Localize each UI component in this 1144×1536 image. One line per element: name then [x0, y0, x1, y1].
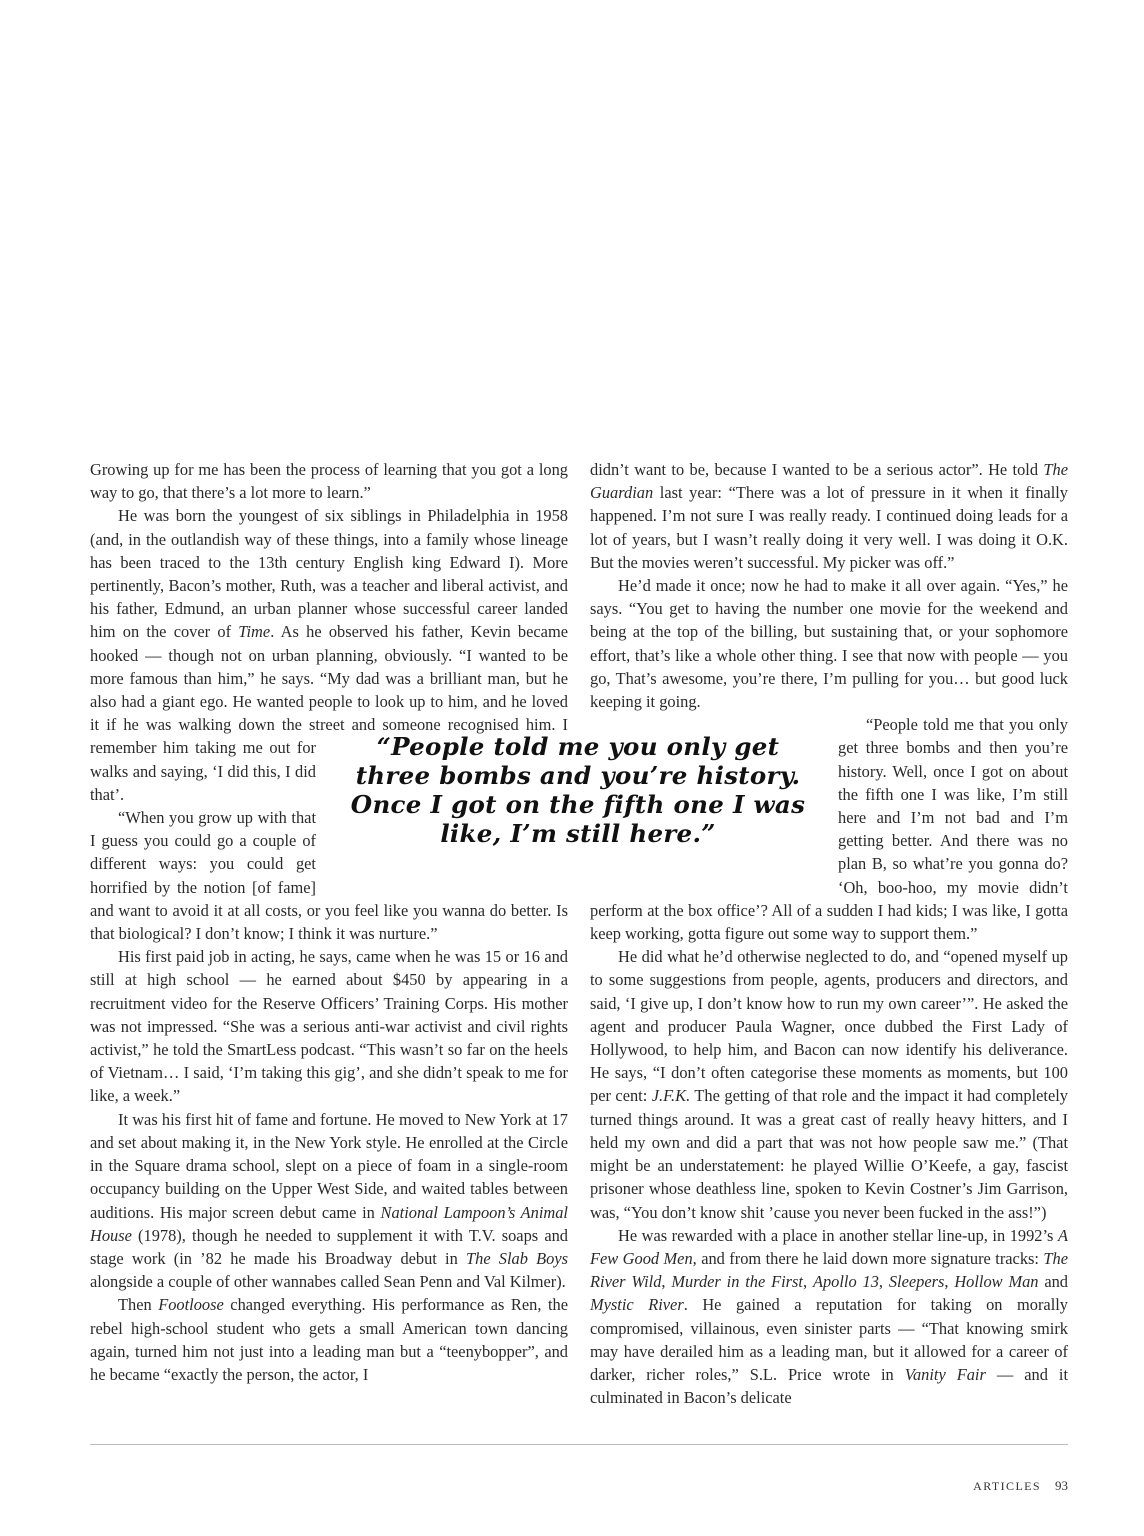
- paragraph: “When you grow up with that I guess you could go a couple of different ways: you could get horrified by the notion [of fame] and want to avoid it at all costs, or you feel like you wanna do better. Is that biological? I don’t know; I think it was nurture.”: [90, 808, 568, 944]
- paragraph: He’d made it once; now he had to make it all over again. “Yes,” he says. “You get to having the number one movie for the weekend and being at the top of the billing, but sustaining that, or your sophomore effort, that’s like a whole other thing. I see that now with people — you go, That’s awesome, you’re there, I’m pulling for you… but good luck keeping it going.: [590, 576, 1068, 712]
- publication-title: The Guardian: [590, 460, 1068, 503]
- paragraph: Then Footloose changed everything. His performance as Ren, the rebel high-school student who gets a small American town dancing again, turned him not just into a leading man but a “teenybopper”, and he became “exactly the person, the actor, I: [90, 1295, 568, 1384]
- film-title: Sleepers: [888, 1272, 945, 1292]
- film-title: Apollo 13: [812, 1272, 879, 1292]
- film-title: The River Wild: [590, 1248, 1068, 1292]
- paragraph: didn’t want to be, because I wanted to be a serious actor”. He told The Guardian last year: “There was a lot of pressure in it when it finally happened. I’m not sure I was really ready. I continued doing leads for a lot of years, but I wasn’t really doing it very well. I was doing it O.K. But the movies weren’t successful. My picker was off.”: [590, 460, 1068, 572]
- film-title: Footloose: [158, 1295, 224, 1315]
- film-title: Murder in the First: [671, 1272, 803, 1292]
- film-title: National Lampoon’s Animal House: [90, 1202, 568, 1245]
- publication-title: Time: [238, 622, 271, 642]
- paragraph: He did what he’d otherwise neglected to do, and “opened myself up to some suggestions from people, agents, producers and directors, and said, ‘I give up, I don’t know how to run my own career’”. He asked the agent and producer Paula Wagner, once dubbed the First Lady of Hollywood, to help him, and Bacon can now identify his deliverance. He says, “I don’t often categorise these moments as moments, but 100 per cent: J.F.K. The getting of that role and the impact it had completely turned things around. It was a great cast of really heavy hitters, and I held my own and did a part that was not how people saw me.” (That might be an understatement: he played Willie O’Keefe, a gay, fascist prisoner whose deathless line, spoken to Kevin Costner’s Jim Garrison, was, “You don’t know shit ’cause you never been fucked in the ass!”): [590, 947, 1068, 1222]
- film-title: Hollow Man: [954, 1272, 1039, 1292]
- paragraph: He was born the youngest of six siblings in Philadelphia in 1958 (and, in the outlandish way of these things, into a family whose lineage has been traced to the 13th century English king Edward I). More pertinently, Bacon’s mother, Ruth, was a teacher and liberal activist, and his father, Edmund, an urban planner whose successful career landed him on the cover of Time. As he observed his father, Kevin became hooked — though not on urban planning, obviously. “I wanted to be more famous than him,” he says. “My dad was a brilliant man, but he also had a giant ego. He wanted people to look up to him, and he loved it if he was walking down the street and someone recognised him. I remember him taking me out for walks and saying, ‘I did this, I did that’.: [90, 506, 568, 804]
- article-column-right: [590, 458, 1068, 1409]
- pull-quote: “People told me you only get three bombs and you’re history. Once I got on the fifth one I was like, I’m still here.”: [350, 732, 806, 848]
- paragraph: His first paid job in acting, he says, came when he was 15 or 16 and still at high school — he earned about $450 by appearing in a recruitment video for the Reserve Officers’ Training Corps. His mother was not impressed. “She was a serious anti-war activist and civil rights activist,” he told the SmartLess podcast. “This wasn’t so far on the heels of Vietnam… I said, ‘I’m taking this gig’, and she didn’t speak to me for like, a week.”: [90, 947, 568, 1106]
- footer-divider: [90, 1444, 1068, 1445]
- article-column-left: [90, 458, 568, 1386]
- film-title: Mystic River: [590, 1295, 684, 1315]
- play-title: The Slab Boys: [466, 1248, 568, 1268]
- paragraph: He was rewarded with a place in another stellar line-up, in 1992’s A Few Good Men, and from there he laid down more signature tracks: The River Wild, Murder in the First, Apollo 13, Sleepers, Hollow Man and Mystic River. He gained a reputation for taking on morally compromised, villainous, even sinister parts — “That knowing smirk may have derailed him as a leading man, but it allowed for a career of darker, richer roles,” S.L. Price wrote in Vanity Fair — and it culminated in Bacon’s delicate: [590, 1225, 1069, 1408]
- page-footer: [973, 1478, 1068, 1494]
- paragraph: “People told me that you only get three bombs and then you’re history. Well, once I got on about the fifth one I was like, I’m still here and I’m not bad and I’m getting better. And there was no plan B, so what’re you gonna do? ‘Oh, boo-hoo, my movie didn’t perform at the box office’? All of a sudden I had kids; I was like, I gotta keep working, gotta figure out some way to support them.”: [590, 715, 1068, 944]
- paragraph: Growing up for me has been the process of learning that you got a long way to go, that there’s a lot more to learn.”: [90, 460, 568, 503]
- film-title: J.F.K.: [651, 1086, 691, 1106]
- section-label: ARTICLES: [973, 1479, 1041, 1493]
- publication-title: Vanity Fair: [904, 1364, 986, 1384]
- page-number: 93: [1055, 1478, 1068, 1493]
- paragraph: It was his first hit of fame and fortune. He moved to New York at 17 and set about making it, in the New York style. He enrolled at the Circle in the Square drama school, slept on a piece of foam in a single-room occupancy building on the Upper West Side, and waited tables between auditions. His major screen debut came in National Lampoon’s Animal House (1978), though he needed to supplement it with T.V. soaps and stage work (in ’82 he made his Broadway debut in The Slab Boys alongside a couple of other wannabes called Sean Penn and Val Kilmer).: [90, 1109, 568, 1292]
- film-title: A Few Good Men: [590, 1225, 1068, 1268]
